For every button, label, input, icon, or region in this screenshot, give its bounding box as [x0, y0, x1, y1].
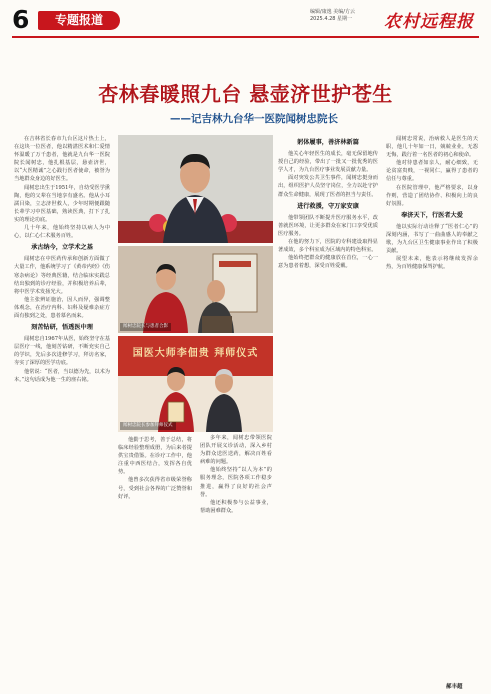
text-column-3 [200, 434, 272, 683]
text-column-5 [386, 135, 478, 683]
paragraph: 他主张辨证施治，因人而异，强调整体观念，在治疗内科、妇科及疑难杂症方面有独到之处，患者慕名而来。 [14, 296, 110, 319]
paragraph: 他对待患者如亲人，耐心细致，无论贫富贵贱，一视同仁，赢得了患者的信任与尊重。 [386, 160, 478, 183]
header-rule [12, 36, 479, 38]
paragraph: 闻树忠在中医药传承和创新方面做了大量工作，他系统学习了《黄帝内经》《伤寒杂病论》等经典医籍，结合临床实践总结出独到的诊疗经验，并积极培养后辈，将中医学术发扬光大。 [14, 256, 110, 295]
section-title: 进行救援，守万家安康 [297, 202, 359, 210]
section-title: 奉济天下，行医者大爱 [401, 211, 463, 219]
paragraph: 他关心年轻医生的成长，毫无保留地传授自己的经验，带出了一批又一批优秀的医学人才，为九台医疗事业发展贡献力量。 [278, 151, 378, 174]
paragraph: 在医院管理中，他严格要求，以身作则，营造了团结协作、积极向上的良好氛围。 [386, 184, 478, 207]
patient-photo [118, 246, 273, 333]
paragraph: 他常说：“医者，当以德为先，以术为本。”这句话成为他一生的座右铭。 [14, 368, 110, 383]
edition-meta [310, 9, 380, 23]
paragraph: 面对突发公共卫生事件，闻树忠挺身而出，组织医护人员坚守岗位，全力以赴守护群众生命健康，展现了医者的担当与责任。 [278, 175, 378, 198]
date-line: 2025.4.28 星期一 [310, 16, 353, 22]
patient-illustration [118, 246, 273, 333]
paragraph: 他始终把群众的健康放在首位，一心一意为患者着想，深受百姓爱戴。 [278, 255, 378, 270]
paragraph: 他勤于思考，善于总结，将临床经验整理成册，为后来者提供宝贵借鉴。在诊疗工作中，他注重中西医结合，发挥各自优势。 [118, 437, 192, 476]
photo-caption: 闻树忠院长与患者合影 [120, 323, 171, 331]
text-column-1 [14, 135, 110, 683]
paragraph: 他带领团队不断提升医疗服务水平，改善就医环境，让更多群众在家门口享受优质医疗服务。 [278, 214, 378, 237]
portrait-photo [118, 135, 273, 243]
paragraph: 他以实际行动诠释了“医者仁心”的深刻内涵，书写了一曲曲感人的奉献之歌，为九台区卫生健康事业作出了积极贡献。 [386, 223, 478, 255]
paragraph: 在吉林省长春市九台区这片热土上，在这块一位医者，他以精湛医术和仁爱情怀温暖了万千患者，他就是九台华一医院院长闻树忠，他扎根基层，悬壶济世，以“大医精诚”之心践行医者使命，被誉为当地群众身边的好医生。 [14, 136, 110, 183]
page-header [0, 0, 491, 40]
section-title: 承古纳今，立学术之基 [31, 244, 93, 252]
paragraph: 闻树忠常说，治病救人是医生的天职，他几十年如一日，兢兢业业，无怨无悔，践行着一名医者的初心和使命。 [386, 136, 478, 159]
ceremony-photo [118, 336, 273, 432]
paragraph: 多年来，闻树忠带领医院团队开展义诊活动，深入乡村为群众送医送药，解决百姓看病难的问题。 [200, 435, 272, 466]
photo-caption: 闻树忠院长参加拜师仪式 [120, 422, 176, 430]
portrait-illustration [118, 135, 273, 243]
page-number: 6 [12, 5, 30, 34]
masthead-logo: 农村远程报 [384, 12, 474, 32]
paragraph: 闻树忠自1967年从医，始终坚守在基层医疗一线，他刻苦钻研，不断充实自己的学识，先后多次进修学习，拜访名家，夯实了深厚的医学功底。 [14, 336, 110, 367]
paragraph: 闻树忠出生于1951年，自幼受医学熏陶，他的父辈在当地享有盛名。他从小耳濡目染，立志济世救人，少年时期便跟随长辈学习中医基础，熟读医典，打下了扎实的理论功底。 [14, 184, 110, 223]
paragraph: 他始终坚持“以人为本”的服务理念，医院各项工作稳步推进，赢得了良好的社会声誉。 [200, 467, 272, 498]
headline: 杏林春暖照九台 悬壶济世护苍生 [98, 82, 393, 106]
section-label: 专题报道 [38, 11, 120, 30]
section-title: 刻苦钻研，悟透医中理 [31, 324, 93, 332]
paragraph: 在他的努力下，医院的专科建设取得显著成效，多个科室成为区域内的特色科室。 [278, 239, 378, 254]
author-byline: 郝丰超 [446, 684, 463, 690]
ceremony-banner: 国医大师李佃贵 拜师仪式 [132, 348, 259, 359]
text-column-4 [278, 135, 378, 683]
section-title: 躬体履事，善济林新篇 [297, 139, 359, 146]
paragraph: 几十年来，他始终坚持以病人为中心，以仁心仁术服务百姓。 [14, 225, 110, 240]
paragraph: 他还积极参与公益事业，帮助困难群众。 [200, 499, 272, 514]
paragraph: 展望未来，他表示将继续发挥余热，为百姓健康保驾护航。 [386, 256, 478, 271]
editor-line: 编辑/康逸 美编/方云 [310, 9, 355, 15]
subheadline: ——记吉林九台华一医院闻树忠院长 [170, 113, 338, 125]
paragraph: 他曾多次获得省市级荣誉称号，受到社会各界的广泛赞誉和好评。 [118, 477, 192, 500]
text-column-2 [118, 436, 192, 683]
